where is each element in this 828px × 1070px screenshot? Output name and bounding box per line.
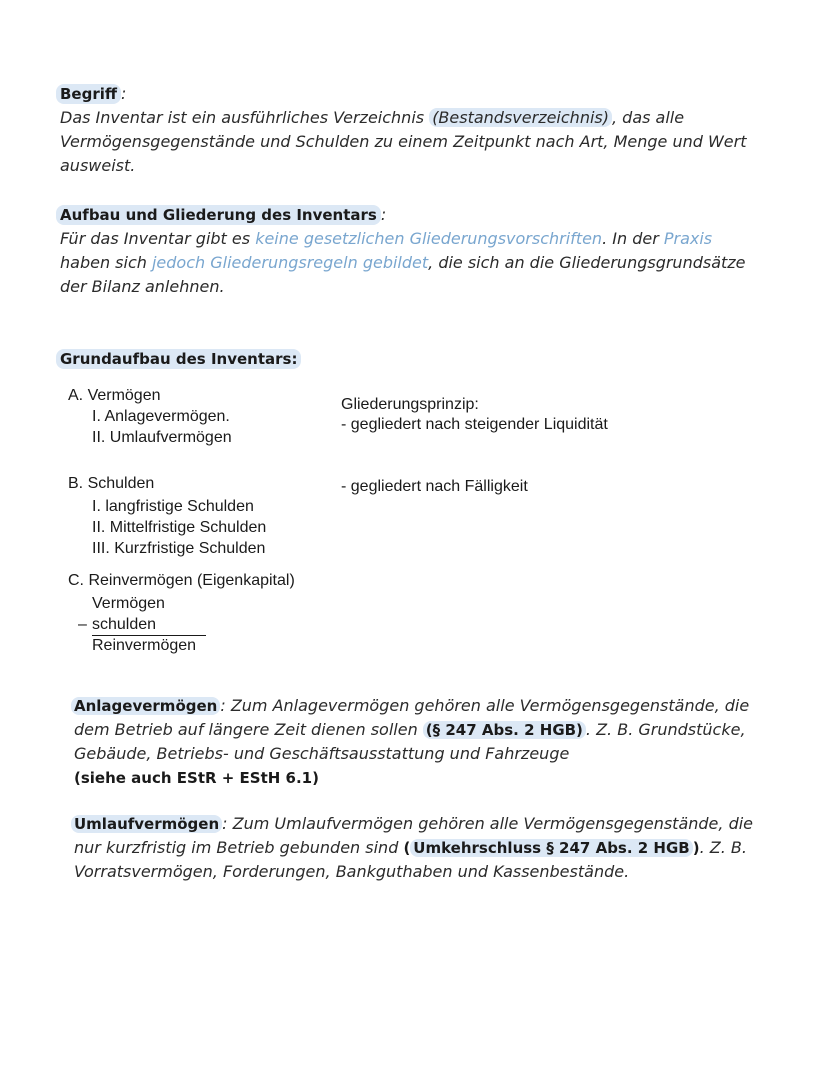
begriff-text: Das Inventar ist ein ausführliches Verzeichnis (Bestandsverzeichnis) , das alle Vermögensgegenstände und Schulden zu einem Zeitpunkt nach Art, Menge und Wert ausweist. [60, 108, 747, 175]
section-aufbau: Aufbau und Gliederung des Inventars : Für das Inventar gibt es keine gesetzlichen Gliederungsvorschriften. In der Praxis haben sich jedoch Gliederungsregeln gebildet, die sich an die Gliederungsgrundsätze der Bilanz anlehnen. [60, 203, 760, 299]
outline-a-ii: II. Umlaufvermögen [92, 429, 232, 446]
gliederungsregeln-text: jedoch Gliederungsregeln gebildet [151, 253, 429, 272]
anlagevermoegen-heading: Anlagevermögen [71, 697, 220, 715]
aufbau-heading: Aufbau und Gliederung des Inventars [56, 205, 381, 225]
calc-minus: – [78, 616, 87, 633]
outline-b-i: I. langfristige Schulden [92, 498, 254, 515]
umkehrschluss-ref: Umkehrschluss § 247 Abs. 2 HGB [410, 839, 692, 857]
aufbau-text: Für das Inventar gibt es keine gesetzlichen Gliederungsvorschriften. In der Praxis haben sich jedoch Gliederungsregeln gebildet, die sich an die Gliederungsgrundsätze der Bilanz anlehnen. [60, 229, 746, 296]
umlaufvermoegen-heading: Umlaufvermögen [71, 815, 222, 833]
praxis-text: Praxis [663, 229, 713, 248]
prinzip-liquiditaet: - gegliedert nach steigender Liquidität [341, 416, 608, 433]
section-anlagevermoegen: Anlagevermögen : Zum Anlagevermögen gehören alle Vermögensgegenstände, die dem Betrieb auf längere Zeit dienen sollen (§ 247 Abs. 2 HGB) . Z. B. Grundstücke, Gebäude, Betriebs- und Geschäftsausstattung und Fahrzeuge (siehe auch EStR + EStH 6.1) [74, 694, 764, 790]
calc-schulden: schulden [92, 614, 206, 636]
begriff-heading: Begriff [56, 84, 121, 104]
outline-a-title: A. Vermögen [68, 387, 161, 404]
outline-c-title: C. Reinvermögen (Eigenkapital) [68, 572, 295, 589]
bestandsverzeichnis-highlight: (Bestandsverzeichnis) [429, 108, 612, 127]
anlage-hgb-ref: (§ 247 Abs. 2 HGB) [423, 721, 586, 739]
prinzip-label: Gliederungsprinzip: [341, 396, 479, 413]
grundaufbau-heading-wrap [60, 347, 301, 371]
calc-reinvermoegen: Reinvermögen [92, 637, 197, 654]
section-begriff: Begriff : Das Inventar ist ein ausführliches Verzeichnis (Bestandsverzeichnis) , das alle Vermögensgegenstände und Schulden zu einem Zeitpunkt nach Art, Menge und Wert ausweist. [60, 82, 760, 178]
prinzip-faelligkeit: - gegliedert nach Fälligkeit [341, 478, 528, 495]
outline-a-i: I. Anlagevermögen. [92, 408, 230, 425]
section-umlaufvermoegen: Umlaufvermögen : Zum Umlaufvermögen gehören alle Vermögensgegenstände, die nur kurzfristig im Betrieb gebunden sind ( Umkehrschluss § 247 Abs. 2 HGB ). Z. B. Vorratsvermögen, Forderungen, Bankguthaben und Kassenbestände. [74, 812, 764, 884]
grundaufbau-heading: Grundaufbau des Inventars: [56, 349, 301, 369]
outline-b-title: B. Schulden [68, 475, 155, 492]
outline-b-ii: II. Mittelfristige Schulden [92, 519, 267, 536]
keine-vorschriften-text: keine gesetzlichen Gliederungsvorschriften [255, 229, 603, 248]
outline-b-iii: III. Kurzfristige Schulden [92, 540, 266, 557]
calc-vermoegen: Vermögen [92, 595, 165, 612]
estr-note: (siehe auch EStR + EStH 6.1) [74, 769, 319, 787]
